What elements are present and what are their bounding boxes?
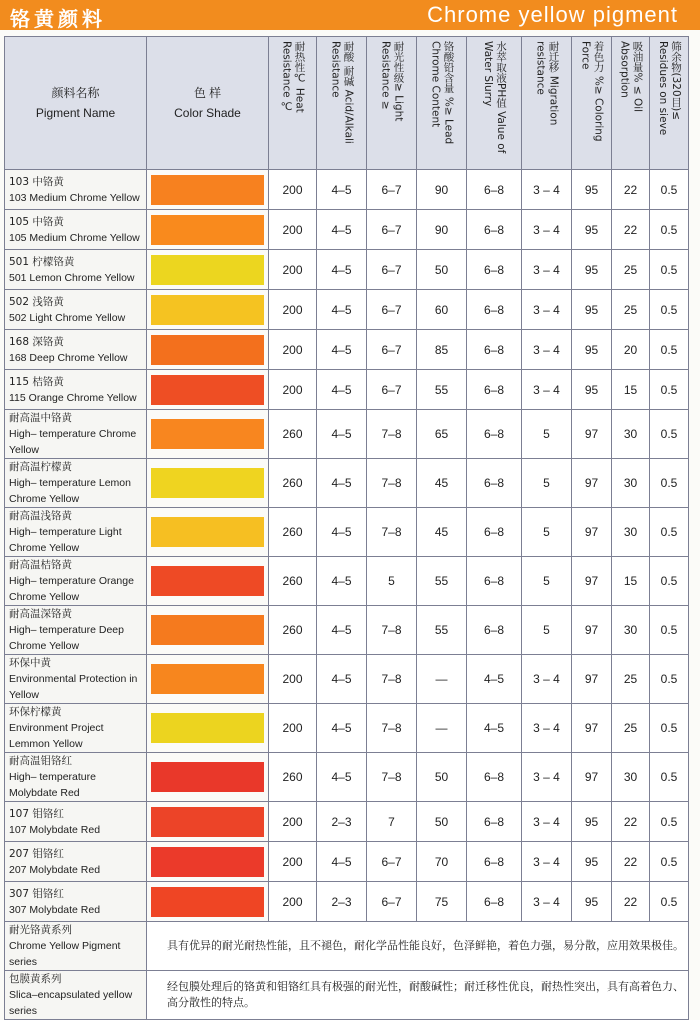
table-row [5,210,689,250]
light-value: 7–8 [367,459,417,508]
color-swatch [151,517,264,547]
light-value: 7–8 [367,753,417,802]
ph-value: 4–5 [467,704,522,753]
color-swatch [151,664,264,694]
ph-value: 6–8 [467,882,522,922]
pigment-name [5,557,147,606]
color-shade-cell [147,210,269,250]
lead-content-value: 65 [417,410,467,459]
oil-absorption-value: 30 [612,508,650,557]
acid-alkali-value: 4–5 [317,753,367,802]
header-row [5,37,689,170]
header-lead: 铬酸铅含量 %≥ Lead Chrome Content [417,37,467,170]
sieve-value: 0.5 [650,410,689,459]
ph-value: 6–8 [467,557,522,606]
series-description: 经包膜处理后的铬黄和钼铬红具有极强的耐光性，耐酸碱性；耐迁移性优良，耐热性突出，具有高着色力、高分散性的特点。 [147,971,689,1020]
color-swatch [151,807,264,837]
acid-alkali-value: 4–5 [317,370,367,410]
pigment-name-en: 103 Medium Chrome Yellow [9,191,140,204]
header-ph: 水萃取液PH值 Value of Water Slurry [467,37,522,170]
lead-content-value: — [417,704,467,753]
sieve-value: 0.5 [650,557,689,606]
pigment-name-en: 207 Molybdate Red [9,863,101,876]
oil-absorption-value: 22 [612,842,650,882]
pigment-name-en: High– temperature Molybdate Red [9,771,96,799]
pigment-name [5,459,147,508]
color-shade-cell [147,557,269,606]
table-row [5,802,689,842]
light-value: 6–7 [367,370,417,410]
table-row [5,842,689,882]
table-row [5,370,689,410]
heat-value: 200 [269,330,317,370]
migration-value: 3 – 4 [522,842,572,882]
light-value: 7–8 [367,606,417,655]
table-row [5,753,689,802]
oil-absorption-value: 25 [612,655,650,704]
pigment-name [5,802,147,842]
pigment-name [5,842,147,882]
series-name-cn: 包膜黄系列 [9,973,62,985]
migration-value: 3 – 4 [522,330,572,370]
sieve-value: 0.5 [650,330,689,370]
lead-content-value: 50 [417,802,467,842]
pigment-name-cn: 501 柠檬铬黄 [9,255,75,268]
sieve-value: 0.5 [650,704,689,753]
heat-value: 260 [269,508,317,557]
ph-value: 4–5 [467,655,522,704]
pigment-name-en: High– temperature Lemon Chrome Yellow [9,477,131,505]
pigment-name-cn: 307 钼铬红 [9,887,64,900]
pigment-name-cn: 107 钼铬红 [9,807,64,820]
pigment-name [5,655,147,704]
ph-value: 6–8 [467,370,522,410]
table-row [5,882,689,922]
coloring-force-value: 95 [572,170,612,210]
table-row [5,508,689,557]
header-acid: 耐酸 耐碱 Acid/Alkali Resistance [317,37,367,170]
migration-value: 3 – 4 [522,250,572,290]
coloring-force-value: 95 [572,842,612,882]
pigment-rows [5,170,689,922]
sieve-value: 0.5 [650,370,689,410]
color-shade-cell [147,459,269,508]
oil-absorption-value: 30 [612,606,650,655]
light-value: 7 [367,802,417,842]
color-shade-cell [147,606,269,655]
coloring-force-value: 97 [572,459,612,508]
color-swatch [151,295,264,325]
pigment-name-cn: 耐高温柠檬黄 [9,461,72,473]
ph-value: 6–8 [467,410,522,459]
lead-content-value: 60 [417,290,467,330]
heat-value: 200 [269,704,317,753]
coloring-force-value: 97 [572,606,612,655]
pigment-spec-sheet [0,36,700,1020]
light-value: 6–7 [367,842,417,882]
color-swatch [151,887,264,917]
lead-content-value: 85 [417,330,467,370]
coloring-force-value: 97 [572,655,612,704]
acid-alkali-value: 4–5 [317,655,367,704]
heat-value: 200 [269,210,317,250]
pigment-table [4,36,689,1020]
pigment-name-cn: 105 中铬黄 [9,215,64,228]
pigment-name-en: 168 Deep Chrome Yellow [9,351,128,364]
acid-alkali-value: 4–5 [317,250,367,290]
migration-value: 3 – 4 [522,882,572,922]
series-description: 具有优异的耐光耐热性能，且不褪色，耐化学品性能良好，色泽鲜艳，着色力强，易分散，应用效果极佳。 [147,922,689,971]
pigment-name-cn: 耐高温深铬黄 [9,608,72,620]
heat-value: 200 [269,655,317,704]
color-shade-cell [147,370,269,410]
migration-value: 3 – 4 [522,170,572,210]
color-swatch [151,175,264,205]
sieve-value: 0.5 [650,170,689,210]
migration-value: 3 – 4 [522,370,572,410]
sieve-value: 0.5 [650,606,689,655]
series-name [5,971,147,1020]
pigment-name [5,170,147,210]
color-shade-cell [147,655,269,704]
pigment-name [5,704,147,753]
pigment-name [5,370,147,410]
banner-title-cn: 铬黄颜料 [10,7,106,31]
ph-value: 6–8 [467,459,522,508]
acid-alkali-value: 4–5 [317,508,367,557]
heat-value: 200 [269,802,317,842]
color-shade-cell [147,250,269,290]
sieve-value: 0.5 [650,459,689,508]
ph-value: 6–8 [467,606,522,655]
acid-alkali-value: 2–3 [317,882,367,922]
coloring-force-value: 97 [572,704,612,753]
heat-value: 200 [269,170,317,210]
color-shade-cell [147,842,269,882]
migration-value: 3 – 4 [522,655,572,704]
color-swatch [151,468,264,498]
pigment-name-en: High– temperature Chrome Yellow [9,428,137,456]
heat-value: 260 [269,410,317,459]
color-swatch [151,335,264,365]
sieve-value: 0.5 [650,508,689,557]
heat-value: 200 [269,882,317,922]
color-shade-cell [147,170,269,210]
oil-absorption-value: 22 [612,210,650,250]
color-shade-cell [147,753,269,802]
sieve-value: 0.5 [650,210,689,250]
pigment-name-en: High– temperature Orange Chrome Yellow [9,575,134,603]
acid-alkali-value: 4–5 [317,210,367,250]
acid-alkali-value: 4–5 [317,330,367,370]
pigment-name-en: Environment Project Lemmon Yellow [9,722,104,750]
color-shade-cell [147,410,269,459]
lead-content-value: 55 [417,370,467,410]
color-shade-cell [147,882,269,922]
series-name [5,922,147,971]
pigment-name-cn: 耐高温浅铬黄 [9,510,72,522]
header-light: 耐光性级≥ Light Resistance ≥ [367,37,417,170]
pigment-name-en: High– temperature Light Chrome Yellow [9,526,122,554]
sieve-value: 0.5 [650,882,689,922]
acid-alkali-value: 4–5 [317,842,367,882]
pigment-name-en: 307 Molybdate Red [9,903,101,916]
heat-value: 200 [269,842,317,882]
color-swatch [151,566,264,596]
heat-value: 200 [269,370,317,410]
acid-alkali-value: 4–5 [317,557,367,606]
light-value: 6–7 [367,170,417,210]
color-shade-cell [147,330,269,370]
migration-value: 5 [522,508,572,557]
coloring-force-value: 95 [572,330,612,370]
color-swatch [151,615,264,645]
table-row [5,410,689,459]
light-value: 6–7 [367,290,417,330]
pigment-name [5,290,147,330]
pigment-name-cn: 168 深铬黄 [9,335,64,348]
pigment-name-en: 501 Lemon Chrome Yellow [9,271,135,284]
lead-content-value: 45 [417,508,467,557]
color-swatch [151,713,264,743]
ph-value: 6–8 [467,802,522,842]
series-name-en: Chrome Yellow Pigment series [9,940,121,968]
table-row [5,655,689,704]
table-row [5,459,689,508]
header-coloring: 着色力 %≥ Coloring Force [572,37,612,170]
pigment-name-cn: 环保柠檬黄 [9,706,62,718]
series-name-en: Slica–encapsulated yellow series [9,989,133,1017]
sieve-value: 0.5 [650,250,689,290]
oil-absorption-value: 22 [612,882,650,922]
table-row [5,250,689,290]
acid-alkali-value: 4–5 [317,290,367,330]
lead-content-value: 50 [417,250,467,290]
coloring-force-value: 95 [572,370,612,410]
header-color-shade: 色 样 Color Shade [147,37,269,170]
ph-value: 6–8 [467,508,522,557]
sieve-value: 0.5 [650,655,689,704]
oil-absorption-value: 25 [612,704,650,753]
lead-content-value: 55 [417,557,467,606]
oil-absorption-value: 30 [612,410,650,459]
sieve-value: 0.5 [650,290,689,330]
light-value: 6–7 [367,882,417,922]
ph-value: 6–8 [467,290,522,330]
notes [5,922,689,1020]
heat-value: 260 [269,459,317,508]
table-row [5,606,689,655]
migration-value: 3 – 4 [522,704,572,753]
oil-absorption-value: 25 [612,250,650,290]
lead-content-value: 75 [417,882,467,922]
oil-absorption-value: 22 [612,802,650,842]
lead-content-value: 70 [417,842,467,882]
table-row [5,557,689,606]
pigment-name-en: 107 Molybdate Red [9,823,101,836]
migration-value: 3 – 4 [522,210,572,250]
color-shade-cell [147,290,269,330]
heat-value: 200 [269,290,317,330]
ph-value: 6–8 [467,170,522,210]
pigment-name-cn: 耐高温中铬黄 [9,412,72,424]
ph-value: 6–8 [467,250,522,290]
pigment-name-en: 105 Medium Chrome Yellow [9,231,140,244]
pigment-name [5,882,147,922]
light-value: 7–8 [367,508,417,557]
oil-absorption-value: 22 [612,170,650,210]
pigment-name [5,250,147,290]
pigment-name-cn: 115 桔铬黄 [9,375,64,388]
acid-alkali-value: 4–5 [317,170,367,210]
pigment-name-en: Environmental Protection in Yellow [9,673,138,701]
coloring-force-value: 95 [572,882,612,922]
light-value: 7–8 [367,655,417,704]
pigment-name-en: 502 Light Chrome Yellow [9,311,126,324]
pigment-name-en: High– temperature Deep Chrome Yellow [9,624,124,652]
light-value: 6–7 [367,210,417,250]
acid-alkali-value: 4–5 [317,704,367,753]
table-row [5,170,689,210]
sieve-value: 0.5 [650,802,689,842]
pigment-name [5,508,147,557]
coloring-force-value: 95 [572,290,612,330]
pigment-name-cn: 502 浅铬黄 [9,295,64,308]
lead-content-value: 90 [417,210,467,250]
heat-value: 260 [269,606,317,655]
pigment-name-cn: 耐高温钼铬红 [9,755,72,767]
ph-value: 6–8 [467,330,522,370]
migration-value: 3 – 4 [522,802,572,842]
oil-absorption-value: 30 [612,753,650,802]
oil-absorption-value: 15 [612,370,650,410]
color-shade-cell [147,802,269,842]
coloring-force-value: 95 [572,802,612,842]
light-value: 7–8 [367,410,417,459]
color-swatch [151,375,264,405]
acid-alkali-value: 2–3 [317,802,367,842]
lead-content-value: 45 [417,459,467,508]
table-row [5,290,689,330]
oil-absorption-value: 20 [612,330,650,370]
coloring-force-value: 97 [572,410,612,459]
oil-absorption-value: 15 [612,557,650,606]
color-shade-cell [147,508,269,557]
header-pigment-name: 颜料名称 Pigment Name [5,37,147,170]
coloring-force-value: 97 [572,508,612,557]
color-swatch [151,847,264,877]
sieve-value: 0.5 [650,753,689,802]
migration-value: 5 [522,606,572,655]
migration-value: 5 [522,459,572,508]
color-swatch [151,762,264,792]
pigment-name-en: 115 Orange Chrome Yellow [9,391,137,404]
ph-value: 6–8 [467,210,522,250]
light-value: 6–7 [367,330,417,370]
banner-title-en: Chrome yellow pigment [427,2,678,27]
migration-value: 3 – 4 [522,290,572,330]
color-shade-cell [147,704,269,753]
heat-value: 260 [269,557,317,606]
ph-value: 6–8 [467,842,522,882]
header-oil: 吸油量% ≤ Oil Absorption [612,37,650,170]
heat-value: 200 [269,250,317,290]
banner [0,0,700,30]
light-value: 7–8 [367,704,417,753]
color-swatch [151,215,264,245]
acid-alkali-value: 4–5 [317,606,367,655]
table-row [5,330,689,370]
coloring-force-value: 95 [572,210,612,250]
coloring-force-value: 97 [572,557,612,606]
light-value: 5 [367,557,417,606]
series-name-cn: 耐光铬黄系列 [9,924,72,936]
pigment-name-cn: 207 钼铬红 [9,847,64,860]
pigment-name-cn: 103 中铬黄 [9,175,64,188]
pigment-name [5,410,147,459]
coloring-force-value: 95 [572,250,612,290]
pigment-name [5,606,147,655]
pigment-name [5,210,147,250]
color-swatch [151,419,264,449]
lead-content-value: 50 [417,753,467,802]
pigment-name [5,753,147,802]
note-row [5,922,689,971]
ph-value: 6–8 [467,753,522,802]
heat-value: 260 [269,753,317,802]
table-row [5,704,689,753]
migration-value: 3 – 4 [522,753,572,802]
pigment-name [5,330,147,370]
oil-absorption-value: 25 [612,290,650,330]
pigment-name-cn: 环保中黄 [9,657,51,669]
header-sieve: 筛余物(320目)≤ Residues on sieve [650,37,689,170]
migration-value: 5 [522,410,572,459]
lead-content-value: 55 [417,606,467,655]
oil-absorption-value: 30 [612,459,650,508]
light-value: 6–7 [367,250,417,290]
color-swatch [151,255,264,285]
header-heat: 耐热性℃ Heat Resistance ℃ [269,37,317,170]
migration-value: 5 [522,557,572,606]
note-row [5,971,689,1020]
header-migration: 耐迁移 Migration resistance [522,37,572,170]
sieve-value: 0.5 [650,842,689,882]
lead-content-value: 90 [417,170,467,210]
pigment-name-cn: 耐高温桔铬黄 [9,559,72,571]
coloring-force-value: 97 [572,753,612,802]
acid-alkali-value: 4–5 [317,459,367,508]
lead-content-value: — [417,655,467,704]
acid-alkali-value: 4–5 [317,410,367,459]
